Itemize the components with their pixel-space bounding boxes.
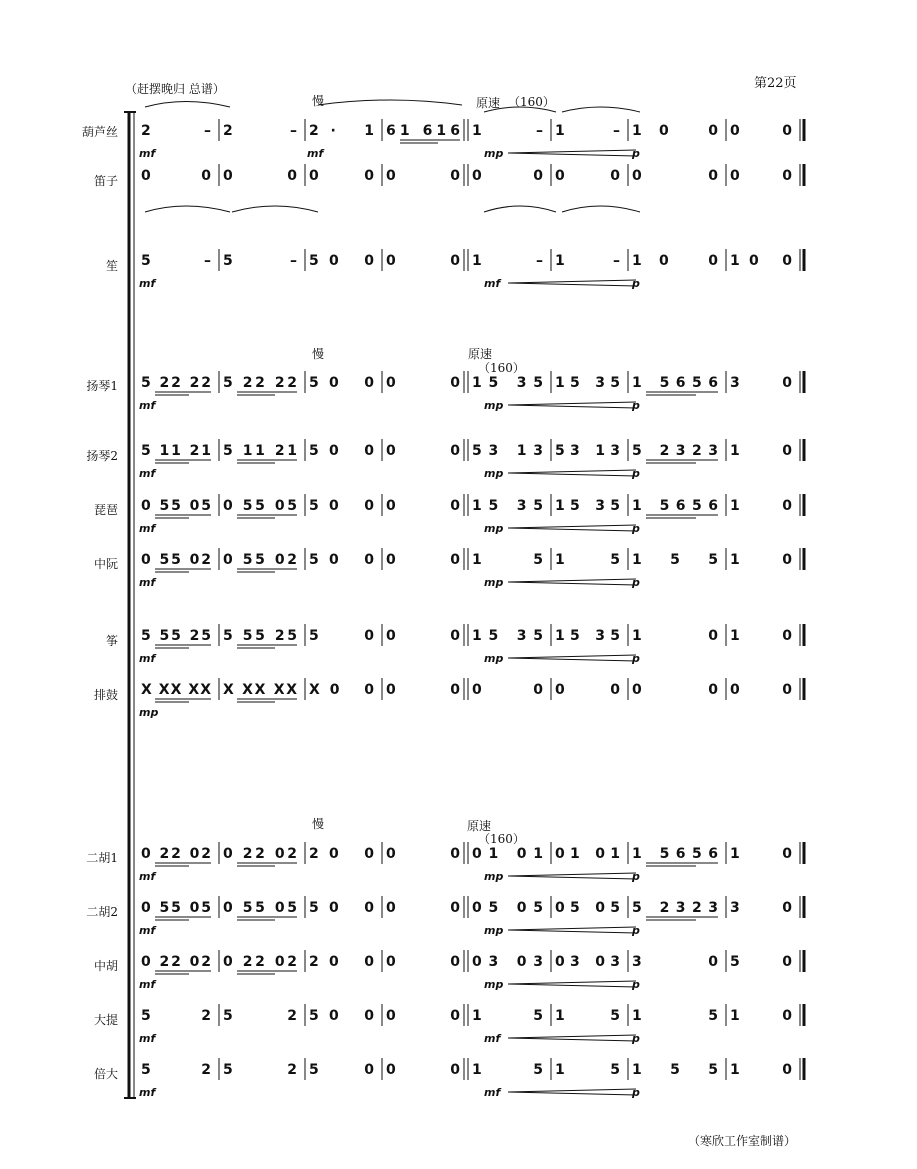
note-group: 5 2 xyxy=(223,1008,297,1024)
tempo-bpm-1: （160） xyxy=(508,95,555,109)
note-group: 0 0 xyxy=(386,954,460,970)
instrument-label-sheng: 笙 xyxy=(105,259,118,273)
note-group: 1 0 xyxy=(730,498,792,514)
instrument-label-zheng: 筝 xyxy=(105,634,118,648)
hairpin-bottom xyxy=(508,582,636,585)
dynamic-marking: mf xyxy=(139,1032,156,1045)
instrument-label-hulusi: 葫芦丝 xyxy=(81,125,118,139)
note-group: 15 35 xyxy=(555,375,620,391)
slur xyxy=(145,102,230,108)
note-group: 01 01 xyxy=(555,846,620,862)
note-group: 0 0 xyxy=(386,552,460,568)
dynamic-marking: mf xyxy=(139,399,156,412)
hairpin-bottom xyxy=(508,930,636,933)
note-group: 1 – xyxy=(472,253,543,269)
note-group: 15 35 xyxy=(472,498,543,514)
note-group: 5 55 25 xyxy=(141,628,211,644)
note-group: 1 0 xyxy=(632,628,718,644)
slur xyxy=(562,107,640,112)
dynamic-marking: mp xyxy=(484,652,504,665)
score-title: （赶摆晚归 总谱） xyxy=(125,82,225,96)
note-group: 1 0 xyxy=(730,1062,792,1078)
dynamic-marking: p xyxy=(632,277,640,290)
note-group: 3 0 xyxy=(730,375,792,391)
note-group: 05 05 xyxy=(555,900,620,916)
note-group: 20 0 xyxy=(309,954,374,970)
note-group: 5 55 25 xyxy=(223,628,297,644)
note-group: 50 0 xyxy=(309,900,374,916)
dynamic-marking: mf xyxy=(139,870,156,883)
note-group: 0 0 xyxy=(223,168,297,184)
note-group: 1 5656 xyxy=(632,846,718,862)
note-group: 1 – xyxy=(472,123,543,139)
note-group: 1 0 xyxy=(730,628,792,644)
instrument-label-yangqin-1: 扬琴1 xyxy=(86,379,118,393)
dynamic-marking: p xyxy=(632,522,640,535)
hairpin-bottom xyxy=(508,1092,636,1095)
note-group: 5 22 22 xyxy=(223,375,297,391)
dynamic-marking: p xyxy=(632,1086,640,1099)
dynamic-marking: mp xyxy=(139,706,159,719)
note-group: 53 13 xyxy=(555,443,620,459)
dynamic-marking: mf xyxy=(139,1086,156,1099)
note-group: 1 5 xyxy=(632,1008,718,1024)
dynamic-marking: mp xyxy=(484,870,504,883)
slur xyxy=(145,206,230,212)
note-group: 0 0 xyxy=(386,1008,460,1024)
dynamic-marking: mf xyxy=(139,522,156,535)
note-group: 15 35 xyxy=(472,375,543,391)
note-group: 0 55 02 xyxy=(223,552,297,568)
note-group: 1 5 xyxy=(555,1062,620,1078)
note-group: 5 11 21 xyxy=(141,443,211,459)
tempo-original-2: 原速 xyxy=(468,347,493,361)
hairpin-bottom xyxy=(508,1038,636,1041)
note-group: 5 11 21 xyxy=(223,443,297,459)
note-group: 1 5 xyxy=(555,1008,620,1024)
dynamic-marking: p xyxy=(632,978,640,991)
note-group: 0 0 xyxy=(386,375,460,391)
note-group: 5 0 xyxy=(309,628,374,644)
note-group: 1 5656 xyxy=(632,498,718,514)
tempo-bpm-2: （160） xyxy=(478,361,525,375)
note-group: X XX XX xyxy=(141,682,211,698)
credit-line: （寒欣工作室制谱） xyxy=(688,1134,797,1148)
slur xyxy=(484,107,556,112)
hairpin-top xyxy=(508,655,636,658)
dynamic-marking: mf xyxy=(307,147,324,160)
hairpin-bottom xyxy=(508,405,636,408)
dynamic-marking: mp xyxy=(484,576,504,589)
note-group: 05 05 xyxy=(472,900,543,916)
dynamic-marking: p xyxy=(632,924,640,937)
note-group: 5 2 xyxy=(223,1062,297,1078)
note-group: 0 0 xyxy=(472,168,543,184)
hairpin-top xyxy=(508,1089,636,1092)
note-group: 0 55 05 xyxy=(223,498,297,514)
dynamic-marking: p xyxy=(632,1032,640,1045)
note-group: 01 01 xyxy=(472,846,543,862)
tempo-slow-2: 慢 xyxy=(312,347,325,361)
instrument-label-zhongruan: 中阮 xyxy=(93,557,118,571)
hairpin-top xyxy=(508,873,636,876)
dynamic-marking: p xyxy=(632,467,640,480)
hairpin-top xyxy=(508,150,636,153)
note-group: 10 0 xyxy=(632,253,718,269)
dynamic-marking: mf xyxy=(139,467,156,480)
note-group: 1 5 5 xyxy=(632,552,718,568)
hairpin-bottom xyxy=(508,876,636,879)
instrument-label-cello: 大提 xyxy=(93,1013,118,1027)
hairpin-top xyxy=(508,927,636,930)
note-group: 0 0 xyxy=(555,168,620,184)
dynamic-marking: mf xyxy=(139,576,156,589)
note-group: 0 0 xyxy=(730,123,792,139)
hairpin-bottom xyxy=(508,153,636,156)
dynamic-marking: p xyxy=(632,576,640,589)
dynamic-marking: mp xyxy=(484,467,504,480)
dynamic-marking: p xyxy=(632,399,640,412)
dynamic-marking: mf xyxy=(139,147,156,160)
hairpin-top xyxy=(508,402,636,405)
slur xyxy=(484,206,556,212)
instrument-label-dizi: 笛子 xyxy=(93,174,118,188)
tempo-slow-3: 慢 xyxy=(312,817,325,831)
instrument-label-paigu: 排鼓 xyxy=(93,688,118,702)
note-group: 0 22 02 xyxy=(141,846,211,862)
hairpin-bottom xyxy=(508,473,636,476)
note-group: 20 0 xyxy=(309,846,374,862)
note-group: X XX XX xyxy=(223,682,297,698)
note-group: 03 03 xyxy=(555,954,620,970)
note-group: 2· 1 xyxy=(309,123,374,139)
note-group: 1 0 xyxy=(730,1008,792,1024)
note-group: 2 – xyxy=(223,123,297,139)
note-group: 0 22 02 xyxy=(141,954,211,970)
hairpin-top xyxy=(508,280,636,283)
dynamic-marking: p xyxy=(632,870,640,883)
note-group: 5 0 xyxy=(730,954,792,970)
note-group: 0 55 05 xyxy=(223,900,297,916)
note-group: 0 0 xyxy=(386,498,460,514)
note-group: 0 0 xyxy=(632,168,718,184)
note-group: 0 0 xyxy=(386,628,460,644)
instrument-label-erhu-1: 二胡1 xyxy=(86,851,118,865)
dynamic-marking: p xyxy=(632,147,640,160)
tempo-slow-1: 慢 xyxy=(312,94,325,108)
tempo-bpm-3: （160） xyxy=(478,832,525,846)
dynamic-marking: mf xyxy=(484,1086,501,1099)
note-group: 2 – xyxy=(141,123,211,139)
note-group: 0 0 xyxy=(555,682,620,698)
note-group: 0 55 05 xyxy=(141,900,211,916)
note-group: 5 2 xyxy=(141,1008,211,1024)
note-group: 1 5 5 xyxy=(632,1062,718,1078)
note-group: 0 55 02 xyxy=(141,552,211,568)
note-group: 50 0 xyxy=(309,443,374,459)
dynamic-marking: mf xyxy=(484,1032,501,1045)
note-group: 5 – xyxy=(223,253,297,269)
note-group: X0 0 xyxy=(309,682,374,698)
note-group: 1 5 xyxy=(472,1062,543,1078)
note-group: 3 0 xyxy=(632,954,718,970)
note-group: 0 0 xyxy=(730,168,792,184)
note-group: 53 13 xyxy=(472,443,543,459)
note-group: 0 0 xyxy=(386,168,460,184)
hairpin-top xyxy=(508,525,636,528)
tempo-original-3: 原速 xyxy=(467,819,492,833)
note-group: 0 55 05 xyxy=(141,498,211,514)
note-group: 0 0 xyxy=(309,168,374,184)
note-group: 0 0 xyxy=(386,443,460,459)
dynamic-marking: mp xyxy=(484,522,504,535)
hairpin-top xyxy=(508,470,636,473)
dynamic-marking: mp xyxy=(484,978,504,991)
note-group: 1 – xyxy=(555,253,620,269)
instrument-label-erhu-2: 二胡2 xyxy=(86,905,118,919)
note-group: 0 0 xyxy=(386,682,460,698)
note-group: 5 – xyxy=(141,253,211,269)
slur xyxy=(232,206,318,212)
dynamic-marking: mf xyxy=(139,277,156,290)
tempo-original-1: 原速 xyxy=(476,96,501,110)
hairpin-bottom xyxy=(508,283,636,286)
note-group: 0 0 xyxy=(386,253,460,269)
note-group: 61 616 xyxy=(386,123,460,139)
note-group: 0 22 02 xyxy=(223,954,297,970)
note-group: 0 0 xyxy=(632,682,718,698)
instrument-label-pipa: 琵琶 xyxy=(93,503,118,517)
note-group: 5 2323 xyxy=(632,900,718,916)
instrument-label-yangqin-2: 扬琴2 xyxy=(86,449,118,463)
note-group: 50 0 xyxy=(309,375,374,391)
note-group: 1 5 xyxy=(472,1008,543,1024)
dynamic-marking: mf xyxy=(484,277,501,290)
dynamic-marking: mp xyxy=(484,147,504,160)
note-group: 03 03 xyxy=(472,954,543,970)
note-group: 5 22 22 xyxy=(141,375,211,391)
note-group: 1 0 xyxy=(730,846,792,862)
note-group: 0 0 xyxy=(386,900,460,916)
note-group: 15 35 xyxy=(555,498,620,514)
note-group: 0 0 xyxy=(386,846,460,862)
page-number: 第22页 xyxy=(754,76,797,91)
note-group: 3 0 xyxy=(730,900,792,916)
note-group: 10 0 xyxy=(730,253,792,269)
dynamic-marking: mf xyxy=(139,924,156,937)
note-group: 10 0 xyxy=(632,123,718,139)
note-group: 1 – xyxy=(555,123,620,139)
hairpin-bottom xyxy=(508,984,636,987)
instrument-label-zhonghu: 中胡 xyxy=(93,959,118,973)
note-group: 0 0 xyxy=(472,682,543,698)
hairpin-top xyxy=(508,981,636,984)
dynamic-marking: p xyxy=(632,652,640,665)
dynamic-marking: mf xyxy=(139,978,156,991)
note-group: 0 0 xyxy=(141,168,211,184)
note-group: 50 0 xyxy=(309,552,374,568)
note-group: 1 5656 xyxy=(632,375,718,391)
note-group: 1 0 xyxy=(730,443,792,459)
note-group: 1 0 xyxy=(730,552,792,568)
slur xyxy=(562,206,640,212)
slur xyxy=(318,100,462,105)
hairpin-top xyxy=(508,579,636,582)
dynamic-marking: mp xyxy=(484,924,504,937)
note-group: 15 35 xyxy=(555,628,620,644)
note-group: 5 0 xyxy=(309,1062,374,1078)
note-group: 50 0 xyxy=(309,1008,374,1024)
hairpin-bottom xyxy=(508,528,636,531)
note-group: 1 5 xyxy=(472,552,543,568)
note-group: 0 0 xyxy=(386,1062,460,1078)
note-group: 1 5 xyxy=(555,552,620,568)
note-group: 0 22 02 xyxy=(223,846,297,862)
hairpin-top xyxy=(508,1035,636,1038)
note-group: 50 0 xyxy=(309,253,374,269)
note-group: 5 2 xyxy=(141,1062,211,1078)
note-group: 0 0 xyxy=(730,682,792,698)
note-group: 50 0 xyxy=(309,498,374,514)
dynamic-marking: mp xyxy=(484,399,504,412)
dynamic-marking: mf xyxy=(139,652,156,665)
hairpin-bottom xyxy=(508,658,636,661)
instrument-label-double-bass: 倍大 xyxy=(93,1067,118,1081)
note-group: 15 35 xyxy=(472,628,543,644)
note-group: 5 2323 xyxy=(632,443,718,459)
